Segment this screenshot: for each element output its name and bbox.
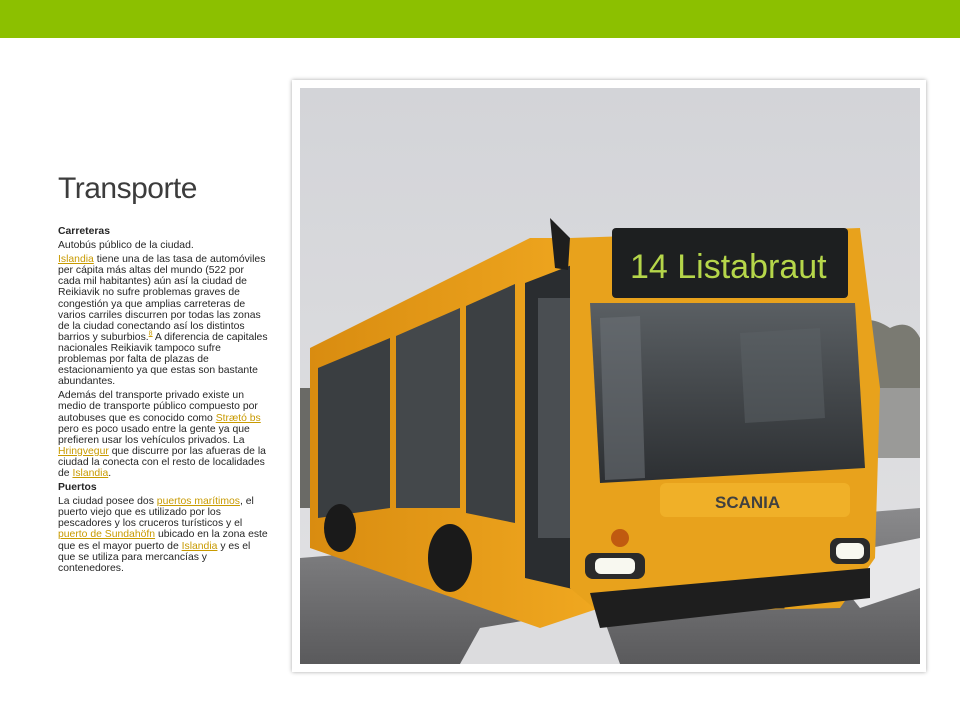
ports-paragraph: [58, 496, 268, 574]
link-puerto-sundahofn[interactable]: puerto de Sundahöfn: [58, 529, 156, 541]
accent-bar: [0, 0, 960, 38]
link-islandia-2[interactable]: Islandia: [72, 467, 109, 479]
pt-text-1: Además del transporte privado existe un medio de transporte público compuesto por autobuses que es conocido como: [58, 390, 258, 424]
bus-brand-text: SCANIA: [715, 493, 781, 512]
bus-photo: [300, 88, 920, 664]
pt-text-3: que discurre por las afueras de la ciudad la conecta con el resto de localidades de: [58, 445, 266, 479]
slide-title: Transporte: [58, 172, 197, 205]
roads-heading: Carreteras: [58, 226, 110, 237]
photo-frame: [292, 80, 926, 672]
link-puertos-maritimos[interactable]: puertos marítimos: [156, 496, 240, 508]
link-straeto[interactable]: Strætó bs: [215, 412, 261, 424]
ports-text-2: , el puerto viejo que es utilizado por los pescadores y los cruceros turísticos y el: [58, 496, 254, 530]
roads-paragraph: [58, 254, 268, 387]
ports-text-1: La ciudad posee dos: [58, 496, 157, 508]
reference-link[interactable]: 8: [148, 330, 153, 338]
pt-text-4: .: [108, 467, 112, 479]
ports-heading: Puertos: [58, 482, 97, 494]
body-text: [58, 226, 268, 577]
ports-text-3: ubicado en la zona este que es el mayor puerto de: [58, 529, 268, 552]
link-islandia-3[interactable]: Islandia: [181, 540, 218, 552]
destination-sign-text: 14 Listabraut: [630, 248, 827, 286]
bus-illustration: [300, 88, 920, 664]
link-hringvegur[interactable]: Hringvegur: [58, 445, 109, 457]
photo-caption: Autobús público de la ciudad.: [58, 240, 194, 252]
roads-text-2: A diferencia de capitales nacionales Reikiavik tampoco sufre problemas por falta de plazas de estacionamiento ya que estas son bastante abundantes.: [58, 331, 268, 388]
link-islandia[interactable]: Islandia: [58, 254, 94, 266]
public-transport-paragraph: [58, 390, 268, 479]
ports-text-4: y es el que se utiliza para mercancías y contenedores.: [58, 540, 251, 574]
pt-text-2: pero es poco usado entre la gente ya que prefieren usar los vehículos privados. La: [58, 423, 250, 446]
roads-text-1: tiene una de las tasa de automóviles per cápita más altas del mundo (522 por cada mil habitantes) aún así la ciudad de Reikiavik no sufre problemas graves de congestión ya que amplias carreteras de varios carriles discurren por todas las zonas de la ciudad conectando así los distintos barrios y suburbios.: [58, 254, 266, 343]
